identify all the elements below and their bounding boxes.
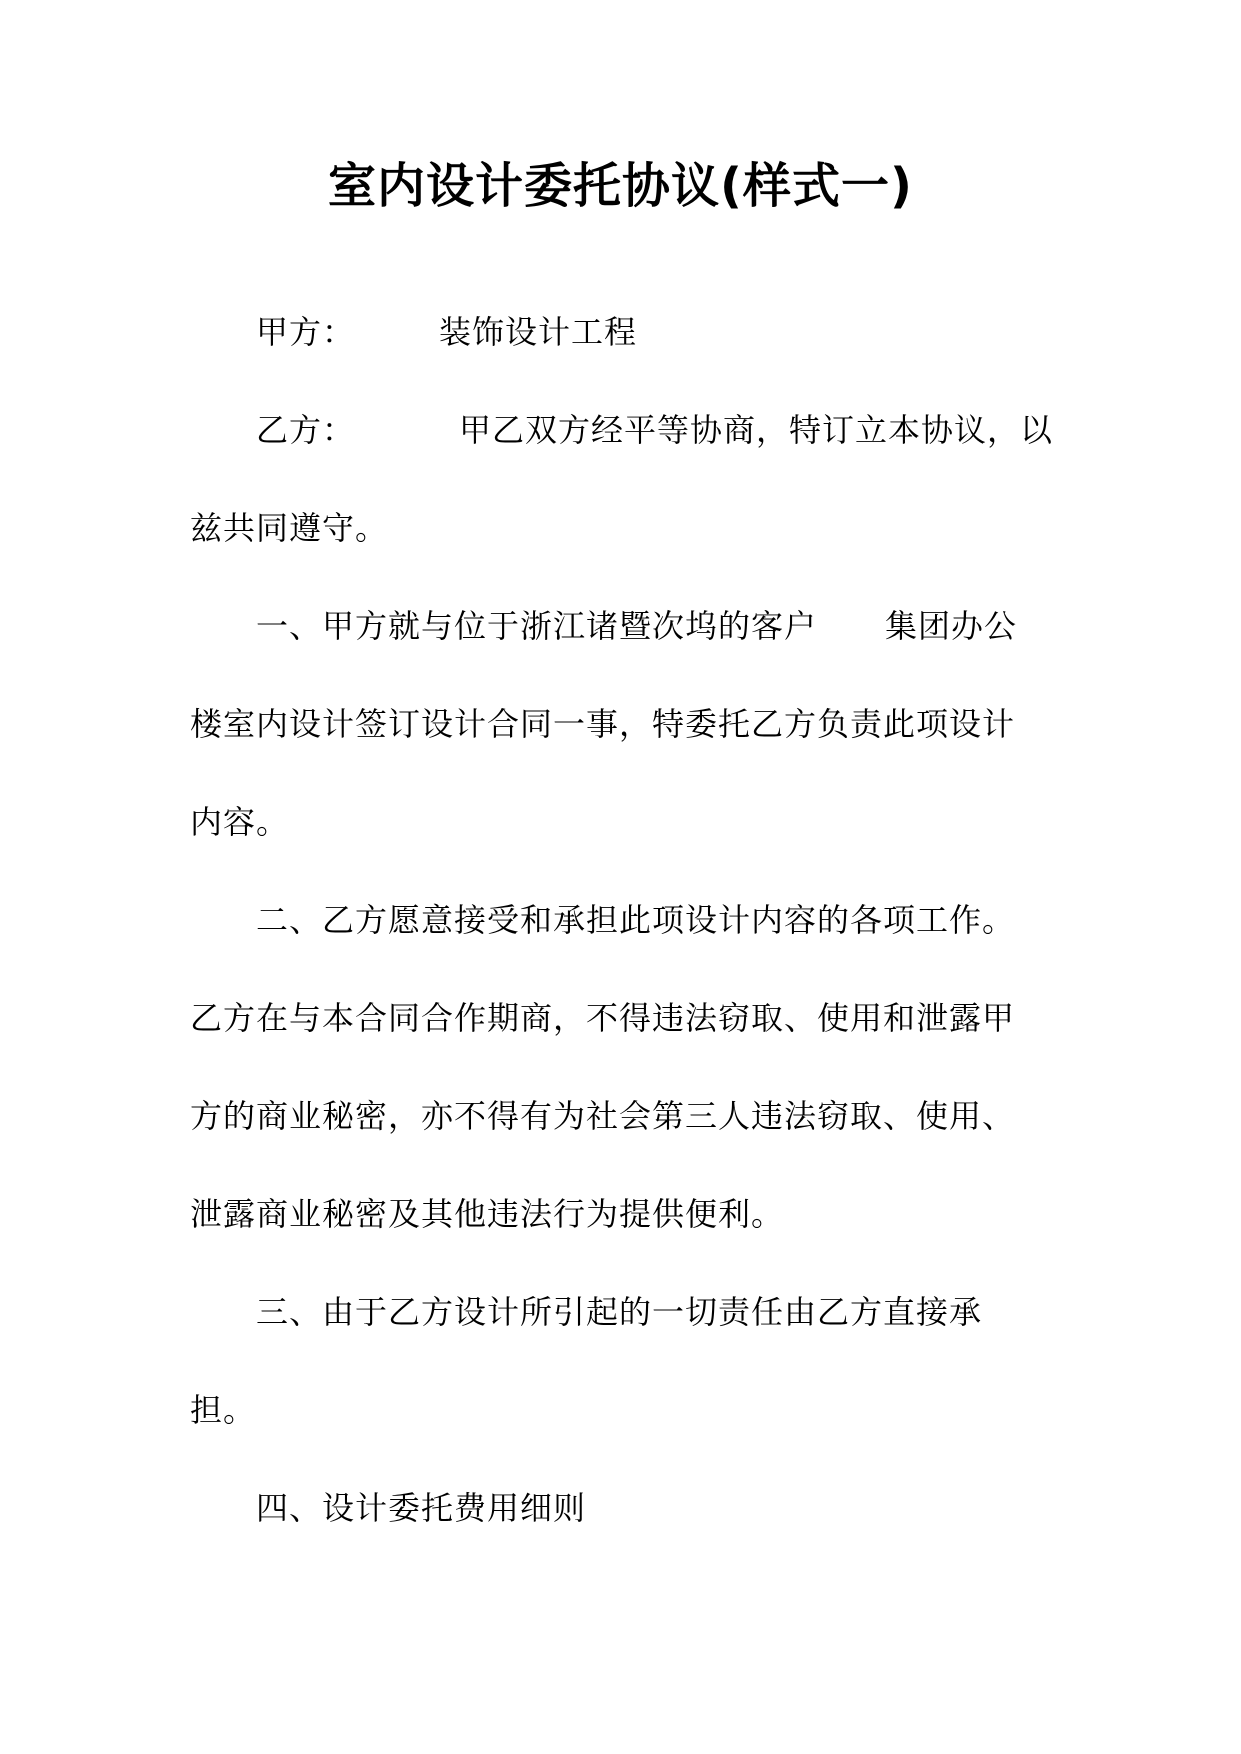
clause-1-line-1 — [256, 606, 1017, 646]
party-b-label: 乙方： — [256, 411, 356, 449]
party-a-line — [256, 312, 637, 352]
clause-2-line-2: 乙方在与本合同合作期商，不得违法窃取、使用和泄露甲 — [190, 999, 1016, 1037]
party-b-continuation: 兹共同遵守。 — [190, 509, 389, 547]
party-a-value: 装饰设计工程 — [439, 313, 638, 351]
clause-4-line-1: 四、设计委托费用细则 — [256, 1489, 587, 1527]
clause-3-line-1: 三、由于乙方设计所引起的一切责任由乙方直接承 — [256, 1293, 983, 1331]
clause-1-line-1-head: 一、甲方就与位于浙江诸暨次坞的客户 — [256, 607, 818, 645]
clause-3-line-2: 担。 — [190, 1391, 257, 1429]
document-title: 室内设计委托协议(样式一) — [328, 158, 913, 214]
party-b-line — [256, 410, 1053, 450]
clause-1-line-2: 楼室内设计签订设计合同一事，特委托乙方负责此项设计 — [190, 705, 1016, 743]
clause-1-line-3: 内容。 — [190, 803, 290, 841]
party-b-value: 甲乙双方经平等协商，特订立本协议，以 — [459, 411, 1054, 449]
clause-2-line-1: 二、乙方愿意接受和承担此项设计内容的各项工作。 — [256, 901, 1016, 939]
party-a-label: 甲方： — [256, 313, 356, 351]
clause-2-line-3: 方的商业秘密，亦不得有为社会第三人违法窃取、使用、 — [190, 1097, 1016, 1135]
clause-2-line-4: 泄露商业秘密及其他违法行为提供便利。 — [190, 1195, 785, 1233]
clause-1-line-1-tail: 集团办公 — [885, 607, 1018, 645]
